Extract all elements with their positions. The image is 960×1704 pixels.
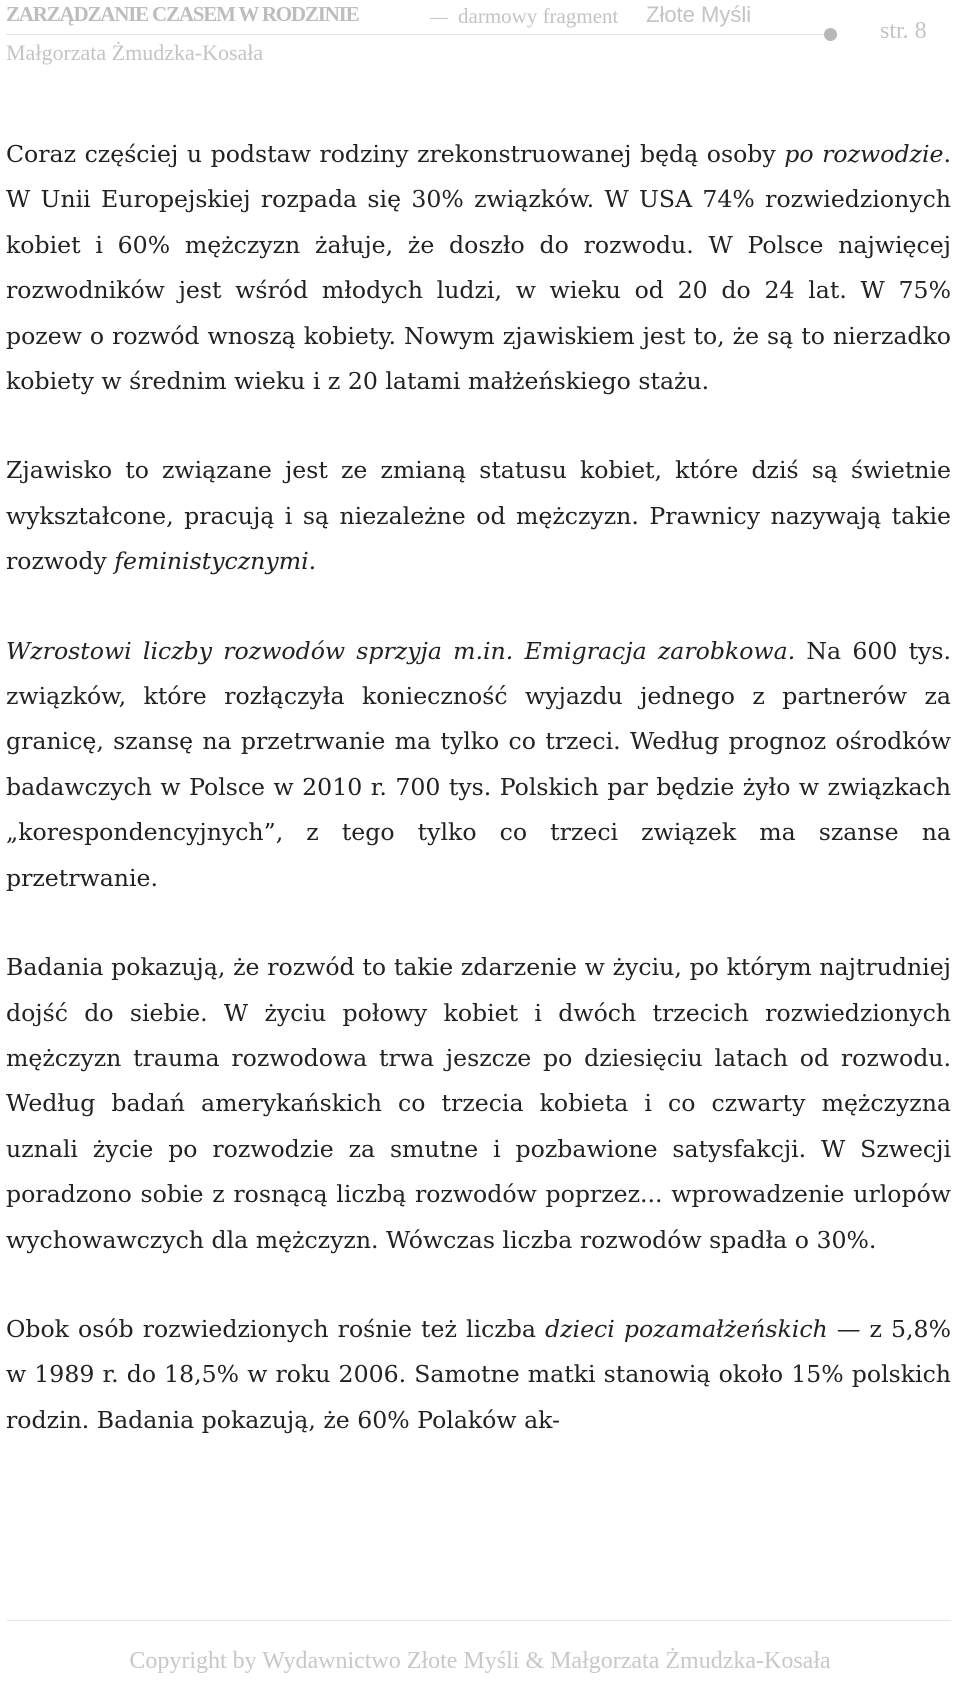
page-header: [6, 0, 954, 76]
footer-divider: [6, 1620, 951, 1621]
fragment-label-text: darmowy fragment: [458, 4, 619, 28]
italic-text: dzieci pozamałżeńskich: [545, 1314, 828, 1343]
paragraph-4: [6, 945, 951, 1263]
text-run: — z 5,8% w 1989 r. do 18,5% w roku 2006. Samotne matki stanowią około 15% polskich rodzin. Badania pokazują, że 60% Polaków ak-: [6, 1314, 951, 1434]
text-run: Na 600 tys. związków, które rozłączyła konieczność wyjazdu jednego z partnerów za granicę, szansę na przetrwanie ma tylko co trzeci. Według prognoz ośrodków badawczych w Polsce w 2010 r. 700 tys. Polskich par będzie żyło w związkach „korespondencyjnych”, z tego tylko co trzeci związek ma szanse na przetrwanie.: [6, 636, 951, 892]
text-run: Badania pokazują, że rozwód to takie zdarzenie w życiu, po którym najtrudniej dojść do siebie. W życiu połowy kobiet i dwóch trzecich rozwiedzionych mężczyzn trauma rozwodowa trwa jeszcze po dziesięciu latach od rozwodu. Według badań amerykańskich co trzecia kobieta i co czwarty mężczyzna uznali życie po rozwodzie za smutne i pozbawione satysfakcji. W Szwecji poradzono sobie z rosnącą liczbą rozwodów poprzez... wprowadzenie urlopów wychowawczych dla mężczyzn. Wówczas liczba rozwodów spadła o 30%.: [6, 953, 951, 1254]
page-number: str. 8: [880, 18, 927, 44]
italic-text: feministycznymi: [114, 547, 309, 576]
italic-text: po rozwodzie: [784, 140, 944, 168]
paragraph-5: [6, 1307, 951, 1443]
book-title: ZARZĄDZANIE CZASEM W RODZINIE: [6, 2, 359, 26]
publisher-name: Złote Myśli: [646, 2, 752, 27]
copyright-notice: Copyright by Wydawnictwo Złote Myśli & Małgorzata Żmudzka-Kosała: [129, 1648, 831, 1674]
text-run: . W Unii Europejskiej rozpada się 30% związków. W USA 74% rozwiedzionych kobiet i 60% mężczyzn żałuje, że doszło do rozwodu. W Polsce najwięcej rozwodników jest wśród młodych ludzi, w wieku od 20 do 24 lat. W 75% pozew o rozwód wnoszą kobiety. Nowym zjawiskiem jest to, że są to nierzadko kobiety w średnim wieku i z 20 latami małżeńskiego stażu.: [6, 140, 951, 396]
author-name: Małgorzata Żmudzka-Kosała: [6, 40, 264, 65]
body-text: [6, 132, 951, 1443]
fragment-label: [430, 4, 618, 29]
text-run: Obok osób rozwiedzionych rośnie też liczba: [6, 1314, 546, 1343]
dash-divider: [430, 18, 448, 19]
paragraph-3: [6, 629, 951, 901]
italic-text: Wzrostowi liczby rozwodów sprzyja m.in. Emigracja zarobkowa.: [6, 636, 796, 665]
paragraph-2: [6, 448, 951, 584]
text-run: .: [308, 547, 317, 576]
header-divider: [6, 34, 826, 35]
text-run: Coraz częściej u podstaw rodziny zrekonstruowanej będą osoby: [6, 140, 785, 168]
bullet-icon: [824, 28, 837, 41]
text-run: Zjawisko to związane jest ze zmianą statusu kobiet, które dziś są świetnie wykształcone, pracują i są niezależne od mężczyzn. Prawnicy nazywają takie rozwody: [6, 456, 951, 576]
paragraph-1: [6, 132, 951, 404]
